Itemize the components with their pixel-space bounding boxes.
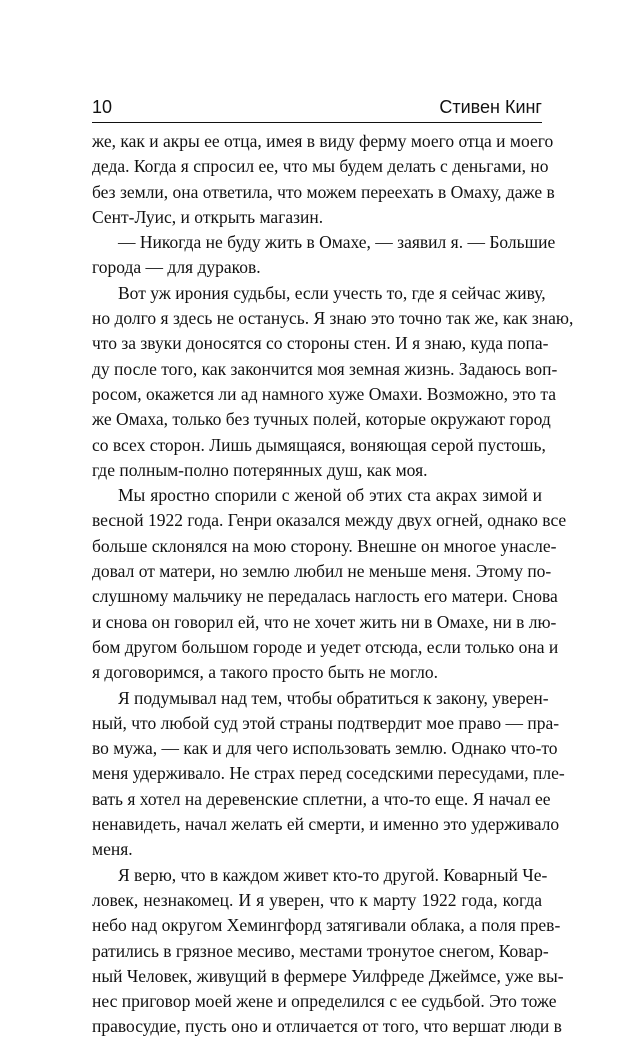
text-line: Вот уж ирония судьбы, если учесть то, где я сейчас живу, — [118, 282, 546, 303]
text-line: деда. Когда я спросил ее, что мы будем делать с деньгами, но — [92, 156, 549, 177]
paragraph — [92, 863, 564, 1040]
text-line: весной 1922 года. Генри оказался между двух огней, однако все — [92, 510, 567, 531]
text-line: ратились в грязное месиво, местами тронутое снегом, Ковар- — [92, 940, 549, 961]
paragraph — [92, 230, 556, 281]
text-line: довал от матери, но землю любил не меньше меня. Этому по- — [92, 561, 552, 582]
text-line: слушному мальчику не передалась наглость его матери. Снова — [92, 586, 558, 607]
text-line: меня. — [92, 839, 133, 860]
text-line: ду после того, как закончится моя земная жизнь. Задаюсь воп- — [92, 358, 558, 379]
text-line: вать я хотел на деревенские сплетни, а что-то еще. Я начал ее — [92, 788, 551, 809]
body-text — [92, 129, 574, 1040]
text-line: ненавидеть, начал желать ей смерти, и именно это удерживало — [92, 814, 560, 835]
text-line: же, как и акры ее отца, имея в виду ферму моего отца и моего — [92, 131, 554, 151]
text-line: без земли, она ответила, что можем переехать в Омаху, даже в — [92, 181, 555, 202]
text-line: росом, окажется ли ад намного хуже Омахи. Возможно, это та — [92, 383, 557, 404]
text-line: города — для дураков. — [92, 257, 261, 278]
paragraph — [92, 483, 567, 685]
text-line: Я верю, что в каждом живет кто-то другой. Коварный Че- — [118, 864, 548, 885]
text-line: Мы яростно спорили с женой об этих ста акрах зимой и — [118, 485, 542, 506]
paragraph — [92, 686, 565, 863]
text-line: но долго я здесь не останусь. Я знаю это точно так же, как знаю, — [92, 308, 574, 329]
text-line: бом другом большом городе и уедет отсюда, если только она и — [92, 636, 559, 657]
text-line: во мужа, — как и для чего использовать землю. Однако что-то — [92, 738, 558, 759]
text-line: что за звуки доносятся со стороны стен. И я знаю, куда попа- — [92, 333, 549, 354]
text-line: правосудие, пусть оно и отличается от того, что вершат люди в — [92, 1016, 562, 1037]
text-line: Я подумывал над тем, чтобы обратиться к закону, уверен- — [118, 687, 549, 708]
text-line: и снова он говорил ей, что не хочет жить ни в Омахе, ни в лю- — [92, 611, 557, 632]
text-line: Сент-Луис, и открыть магазин. — [92, 206, 324, 227]
text-line: больше склонялся на мою сторону. Внешне он многое унасле- — [92, 535, 557, 556]
page-number: 10 — [92, 97, 113, 117]
text-line: где полным-полно потерянных душ, как моя. — [92, 459, 428, 480]
running-head — [92, 92, 542, 122]
text-line: я договоримся, а такого просто быть не могло. — [92, 662, 438, 683]
text-line: со всех сторон. Лишь дымящаяся, воняющая серой пустошь, — [92, 434, 546, 455]
text-line: небо над округом Хемингфорд затягивали облака, а поля прев- — [92, 915, 561, 936]
header-rule — [92, 122, 542, 123]
text-line: ловек, незнакомец. И я уверен, что к марту 1922 года, когда — [92, 889, 542, 910]
text-line: же Омаха, только без тучных полей, которые окружают город — [92, 409, 551, 430]
text-line: ный, что любой суд этой страны подтвердит мое право — пра- — [92, 712, 560, 733]
paragraph — [92, 129, 555, 230]
running-head-author: Стивен Кинг — [439, 97, 542, 117]
text-line: — Никогда не буду жить в Омахе, — заявил я. — Большие — [118, 232, 556, 253]
text-line: ный Человек, живущий в фермере Уилфреде Джеймсе, уже вы- — [92, 965, 564, 986]
paragraph — [92, 281, 574, 483]
text-line: нес приговор моей жене и определился с ее судьбой. Это тоже — [92, 991, 557, 1012]
text-line: меня удерживало. Не страх перед соседскими пересудами, пле- — [92, 763, 565, 784]
